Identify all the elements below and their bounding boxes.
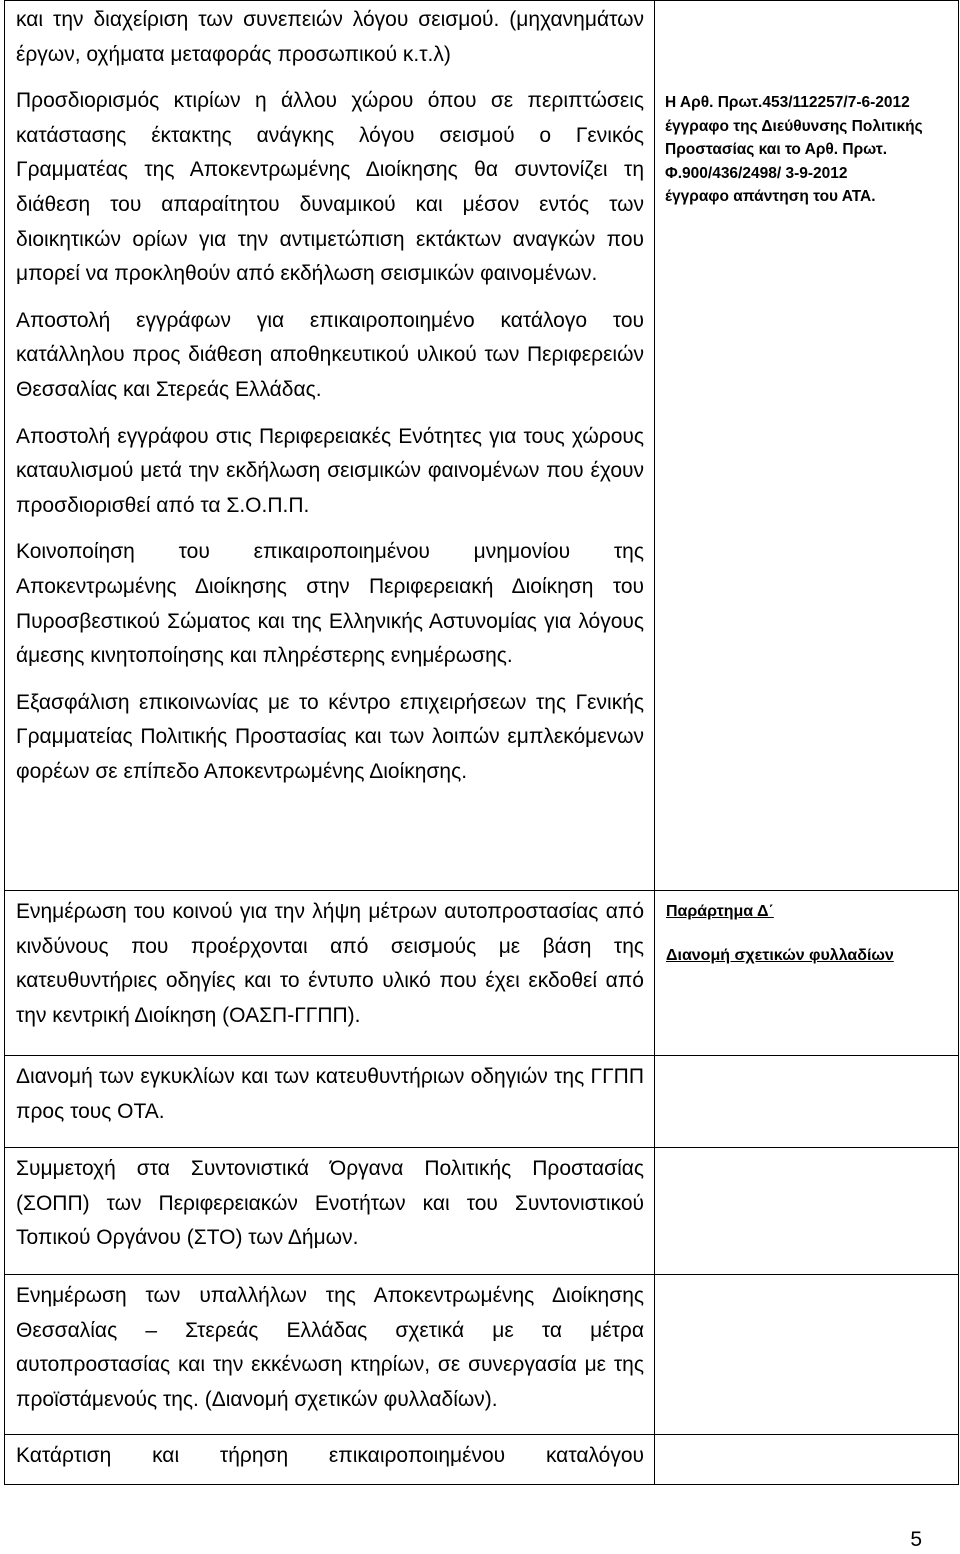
action-paragraph: Συμμετοχή στα Συντονιστικά Όργανα Πολιτικής Προστασίας (ΣΟΠΠ) των Περιφερειακών Ενοτήτων και του Συντονιστικού Τοπικού Οργάνου (ΣΤΟ) των Δήμων.: [16, 1157, 644, 1250]
action-paragraph: Ενημέρωση του κοινού για την λήψη μέτρων αυτοπροστασίας από κινδύνους που προέρχονται από σεισμούς με βάση της κατευθυντήριες οδηγίες και το έντυπο υλικό που έχει εκδοθεί από την κεντρική Διοίκηση (ΟΑΣΠ-ΓΓΠΠ).: [16, 900, 644, 1027]
page-number: 5: [910, 1528, 922, 1551]
action-paragraph: Ενημέρωση των υπαλλήλων της Αποκεντρωμένης Διοίκησης Θεσσαλίας – Στερεάς Ελλάδας σχετικά με τα μέτρα αυτοπροστασίας και την εκκένωση κτηρίων, σε συνεργασία με της προϊστάμενούς της. (Διανομή σχετικών φυλλαδίων).: [16, 1284, 644, 1411]
table-row: [5, 1, 959, 891]
reference-cell: [655, 1435, 959, 1485]
reference-note: [655, 87, 958, 209]
action-cell: [5, 1056, 655, 1148]
action-paragraph: Αποστολή εγγράφων για επικαιροποιημένο κατάλογο του κατάλληλου προς διάθεση αποθηκευτικού υλικού των Περιφερειών Θεσσαλίας και Στερεάς Ελλάδας.: [16, 308, 644, 401]
action-paragraph: Κατάρτιση και τήρηση επικαιροποιημένου καταλόγου: [16, 1444, 644, 1467]
action-cell: [5, 891, 655, 1056]
table-row: [5, 891, 959, 1056]
action-paragraph: Εξασφάλιση επικοινωνίας με το κέντρο επιχειρήσεων της Γενικής Γραμματείας Πολιτικής Προστασίας και των λοιπών εμπλεκόμενων φορέων σε επίπεδο Αποκεντρωμένης Διοίκησης.: [16, 690, 644, 783]
action-cell: [5, 1275, 655, 1435]
annex-note: [655, 891, 958, 967]
reference-cell: [655, 1, 959, 891]
reference-line: Προστασίας και το Αρθ. Πρωτ.: [665, 141, 888, 158]
reference-cell: [655, 1275, 959, 1435]
annex-title: Παράρτημα Δ΄: [666, 903, 774, 920]
reference-cell: [655, 891, 959, 1056]
table-row: [5, 1056, 959, 1148]
action-paragraph: Κοινοποίηση του επικαιροποιημένου μνημονίου της Αποκεντρωμένης Διοίκησης στην Περιφερειακή Διοίκηση του Πυροσβεστικού Σώματος και της Ελληνικής Αστυνομίας για λόγους άμεσης κινητοποίησης και πληρέστερης ενημέρωσης.: [16, 540, 644, 668]
action-cell: [5, 1, 655, 891]
reference-cell: [655, 1148, 959, 1275]
table-row: [5, 1148, 959, 1275]
reference-line: Φ.900/436/2498/ 3-9-2012: [665, 164, 848, 182]
reference-cell: [655, 1056, 959, 1148]
activity-table: [4, 0, 959, 1485]
action-cell: [5, 1148, 655, 1275]
annex-subtitle: Διανομή σχετικών φυλλαδίων: [666, 947, 894, 964]
reference-line: έγγραφο της Διεύθυνσης Πολιτικής: [665, 117, 923, 135]
action-paragraph: και την διαχείριση των συνεπειών λόγου σεισμού. (μηχανημάτων έργων, οχήματα μεταφοράς προσωπικού κ.τ.λ): [16, 8, 644, 66]
table-row: [5, 1275, 959, 1435]
action-paragraph: Αποστολή εγγράφου στις Περιφερειακές Ενότητες για τους χώρους καταυλισμού μετά την εκδήλωση σεισμικών φαινομένων που έχουν προσδιορισθεί από τα Σ.Ο.Π.Π.: [16, 424, 644, 517]
action-cell: [5, 1435, 655, 1485]
reference-line: έγγραφο απάντηση του ΑΤΑ.: [665, 188, 876, 205]
action-paragraph: Προσδιορισμός κτιρίων η άλλου χώρου όπου σε περιπτώσεις κατάστασης έκτακτης ανάγκης λόγου σεισμού ο Γενικός Γραμματέας της Αποκεντρωμένης Διοίκησης θα συντονίζει τη διάθεση του απαραίτητου δυναμικού και μέσον εντός των διοικητικών ορίων για την αντιμετώπιση εκτάκτων αναγκών που μπορεί να προκληθούν από εκδήλωση σεισμικών φαινομένων.: [16, 89, 644, 286]
reference-line: Η Αρθ. Πρωτ.453/112257/7-6-2012: [665, 94, 910, 111]
action-paragraph: Διανομή των εγκυκλίων και των κατευθυντήριων οδηγιών της ΓΓΠΠ προς τους ΟΤΑ.: [16, 1065, 644, 1123]
table-row: [5, 1435, 959, 1485]
